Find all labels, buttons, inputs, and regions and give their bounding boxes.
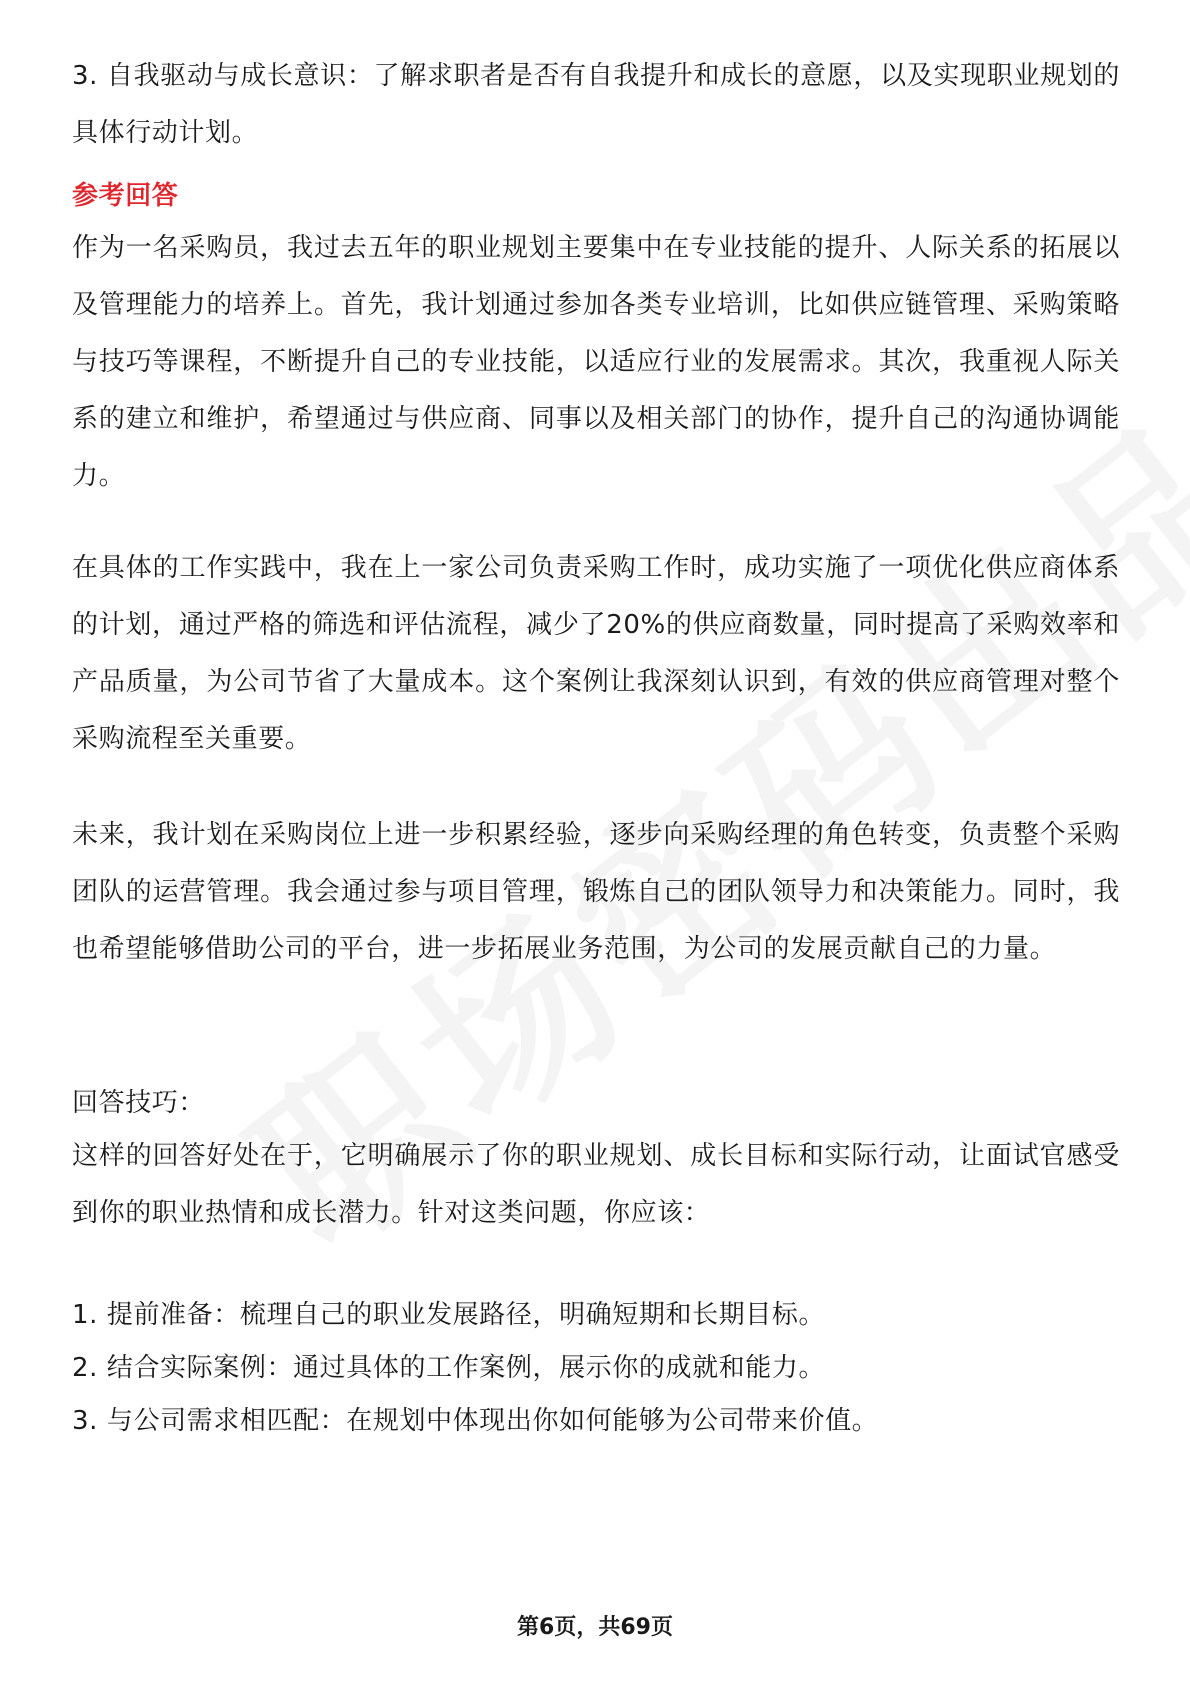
tips-heading: 回答技巧： <box>72 1088 206 1118</box>
tips-list-item: 3. 与公司需求相匹配：在规划中体现出你如何能够为公司带来价值。 <box>72 1406 879 1436</box>
intro-item: 3. 自我驱动与成长意识：了解求职者是否有自我提升和成长的意愿，以及实现职业规划的具体行动计划。 <box>72 61 1120 148</box>
reference-heading: 参考回答 <box>72 181 179 211</box>
page-number-footer: 第6页，共69页 <box>517 1615 673 1640</box>
tips-intro: 这样的回答好处在于，它明确展示了你的职业规划、成长目标和实际行动，让面试官感受到你的职业热情和成长潜力。针对这类问题，你应该： <box>72 1141 1120 1228</box>
answer-paragraph-1: 作为一名采购员，我过去五年的职业规划主要集中在专业技能的提升、人际关系的拓展以及管理能力的培养上。首先，我计划通过参加各类专业培训，比如供应链管理、采购策略与技巧等课程，不断提升自己的专业技能，以适应行业的发展需求。其次，我重视人际关系的建立和维护，希望通过与供应商、同事以及相关部门的协作，提升自己的沟通协调能力。 <box>72 233 1120 491</box>
answer-paragraph-3: 未来，我计划在采购岗位上进一步积累经验，逐步向采购经理的角色转变，负责整个采购团队的运营管理。我会通过参与项目管理，锻炼自己的团队领导力和决策能力。同时，我也希望能够借助公司的平台，进一步拓展业务范围，为公司的发展贡献自己的力量。 <box>72 820 1120 964</box>
tips-list-item: 1. 提前准备：梳理自己的职业发展路径，明确短期和长期目标。 <box>72 1300 826 1330</box>
answer-paragraph-2: 在具体的工作实践中，我在上一家公司负责采购工作时，成功实施了一项优化供应商体系的计划，通过严格的筛选和评估流程，减少了20%的供应商数量，同时提高了采购效率和产品质量，为公司节省了大量成本。这个案例让我深刻认识到，有效的供应商管理对整个采购流程至关重要。 <box>72 553 1120 754</box>
tips-list-item: 2. 结合实际案例：通过具体的工作案例，展示你的成就和能力。 <box>72 1353 826 1383</box>
